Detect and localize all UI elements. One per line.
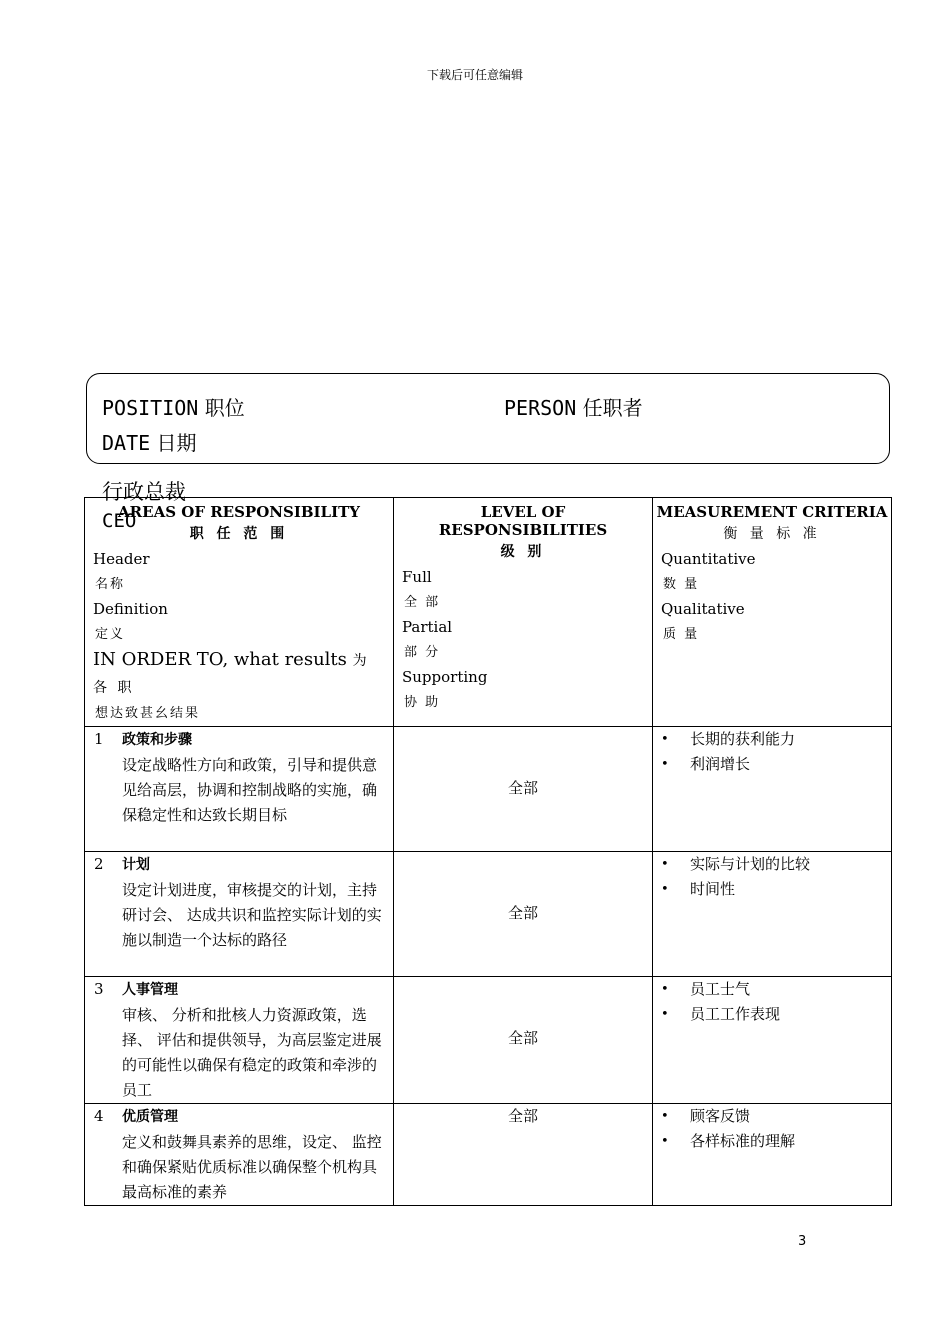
list-item bbox=[653, 977, 891, 1002]
bullet-icon: • bbox=[661, 1109, 669, 1124]
criteria-text: 长期的获利能力 bbox=[690, 730, 796, 748]
area-description: 审核、 分析和批核人力资源政策，选择、 评估和提供领导，为高层鉴定进展的可能性以确保有稳定的政策和牵涉的员工 bbox=[122, 1006, 382, 1099]
person-label-en: PERSON bbox=[504, 396, 577, 420]
criteria-cell bbox=[653, 852, 892, 977]
bullet-icon: • bbox=[661, 757, 669, 772]
legend-in-order-to-tail: 为 各 职 bbox=[93, 653, 370, 696]
area-number: 4 bbox=[94, 1107, 104, 1125]
position-label bbox=[102, 392, 245, 421]
level-value: 全部 bbox=[507, 1107, 538, 1125]
bullet-icon: • bbox=[661, 732, 669, 747]
area-title: 计划 bbox=[122, 857, 150, 873]
legend-in-order-to-text: IN ORDER TO, what results bbox=[93, 649, 347, 670]
list-item bbox=[653, 727, 891, 752]
criteria-cell bbox=[653, 1104, 892, 1206]
list-item bbox=[653, 1129, 891, 1154]
area-description: 设定计划进度，审核提交的计划，主持研讨会、 达成共识和监控实际计划的实施以制造一个达标的路径 bbox=[122, 881, 382, 949]
list-item bbox=[653, 877, 891, 902]
criteria-header-cell bbox=[653, 498, 892, 727]
legend-definition: Definition bbox=[93, 600, 168, 618]
level-column-title: LEVEL OF RESPONSIBILITIES bbox=[438, 503, 608, 539]
bullet-icon: • bbox=[661, 882, 669, 897]
criteria-text: 各样标准的理解 bbox=[690, 1132, 796, 1150]
criteria-text: 员工士气 bbox=[690, 980, 751, 998]
table-row bbox=[85, 852, 892, 977]
legend-quantitative-cn: 数 量 bbox=[663, 577, 700, 592]
criteria-cell bbox=[653, 977, 892, 1104]
position-value-cn: 行政总裁 bbox=[102, 480, 186, 504]
bullet-icon: • bbox=[661, 982, 669, 997]
legend-header-cn: 名称 bbox=[95, 577, 126, 592]
date-label bbox=[102, 427, 197, 456]
criteria-text: 时间性 bbox=[690, 880, 736, 898]
list-item bbox=[653, 852, 891, 877]
level-value: 全部 bbox=[507, 779, 538, 797]
criteria-text: 实际与计划的比较 bbox=[690, 855, 811, 873]
legend-supporting-cn: 协 助 bbox=[404, 695, 441, 710]
areas-column-subtitle: 职 任 范 围 bbox=[189, 526, 289, 542]
criteria-text: 顾客反馈 bbox=[690, 1107, 751, 1125]
criteria-text: 利润增长 bbox=[690, 755, 751, 773]
position-label-en: POSITION bbox=[102, 396, 199, 420]
legend-definition-cn: 定义 bbox=[95, 627, 126, 642]
level-cell bbox=[394, 977, 653, 1104]
level-cell bbox=[394, 1104, 653, 1206]
area-number: 3 bbox=[94, 980, 104, 998]
table-row bbox=[85, 727, 892, 852]
table-row bbox=[85, 977, 892, 1104]
position-value-en: CEO bbox=[102, 510, 137, 532]
position-info-box bbox=[86, 373, 890, 464]
area-title: 优质管理 bbox=[122, 1109, 178, 1125]
criteria-cell bbox=[653, 727, 892, 852]
page-header-note: 下载后可任意编辑 bbox=[426, 68, 523, 82]
level-value: 全部 bbox=[507, 1029, 538, 1047]
area-cell bbox=[85, 1104, 394, 1206]
legend-qualitative-cn: 质 量 bbox=[663, 627, 700, 642]
level-value: 全部 bbox=[507, 904, 538, 922]
area-number: 2 bbox=[94, 855, 104, 873]
position-label-cn: 职位 bbox=[204, 396, 245, 420]
legend-in-order-to bbox=[85, 647, 393, 701]
area-title: 政策和步骤 bbox=[122, 732, 192, 748]
table-row bbox=[85, 1104, 892, 1206]
legend-partial: Partial bbox=[402, 618, 453, 636]
criteria-column-title: MEASUREMENT CRITERIA bbox=[656, 503, 888, 521]
area-cell bbox=[85, 852, 394, 977]
position-value bbox=[102, 478, 186, 536]
area-heading bbox=[85, 1104, 393, 1130]
page-number: 3 bbox=[798, 1234, 807, 1249]
legend-in-order-to-cn: 想达致甚幺结果 bbox=[95, 706, 201, 721]
area-heading bbox=[85, 852, 393, 878]
person-label-cn: 任职者 bbox=[582, 396, 643, 420]
criteria-list bbox=[653, 1104, 891, 1154]
level-cell bbox=[394, 852, 653, 977]
level-column-subtitle: 级 别 bbox=[500, 544, 546, 560]
list-item bbox=[653, 752, 891, 777]
responsibility-table bbox=[84, 497, 892, 1206]
bullet-icon: • bbox=[661, 1007, 669, 1022]
area-description: 设定战略性方向和政策，引导和提供意见给高层，协调和控制战略的实施，确保稳定性和达致长期目标 bbox=[122, 756, 378, 824]
criteria-column-subtitle: 衡 量 标 准 bbox=[723, 526, 821, 542]
area-description: 定义和鼓舞具素养的思维，设定、 监控和确保紧贴优质标准以确保整个机构具最高标准的素养 bbox=[122, 1133, 382, 1201]
legend-partial-cn: 部 分 bbox=[404, 645, 441, 660]
list-item bbox=[653, 1104, 891, 1129]
criteria-list bbox=[653, 977, 891, 1027]
criteria-list bbox=[653, 727, 891, 777]
level-cell bbox=[394, 727, 653, 852]
legend-full: Full bbox=[402, 568, 432, 586]
legend-quantitative: Quantitative bbox=[661, 550, 756, 568]
areas-column-title: AREAS OF RESPONSIBILITY bbox=[118, 503, 360, 521]
area-heading bbox=[85, 977, 393, 1003]
legend-qualitative: Qualitative bbox=[661, 600, 745, 618]
area-title: 人事管理 bbox=[122, 982, 178, 998]
list-item bbox=[653, 1002, 891, 1027]
person-label bbox=[504, 392, 643, 421]
area-cell bbox=[85, 977, 394, 1104]
bullet-icon: • bbox=[661, 1134, 669, 1149]
date-label-cn: 日期 bbox=[156, 431, 197, 455]
criteria-list bbox=[653, 852, 891, 902]
area-cell bbox=[85, 727, 394, 852]
area-heading bbox=[85, 727, 393, 753]
legend-supporting: Supporting bbox=[402, 668, 488, 686]
bullet-icon: • bbox=[661, 857, 669, 872]
criteria-text: 员工工作表现 bbox=[690, 1005, 781, 1023]
area-number: 1 bbox=[94, 730, 104, 748]
table-header-row bbox=[85, 498, 892, 727]
legend-full-cn: 全 部 bbox=[404, 595, 441, 610]
legend-header: Header bbox=[93, 550, 150, 568]
date-label-en: DATE bbox=[102, 431, 151, 455]
level-header-cell bbox=[394, 498, 653, 727]
